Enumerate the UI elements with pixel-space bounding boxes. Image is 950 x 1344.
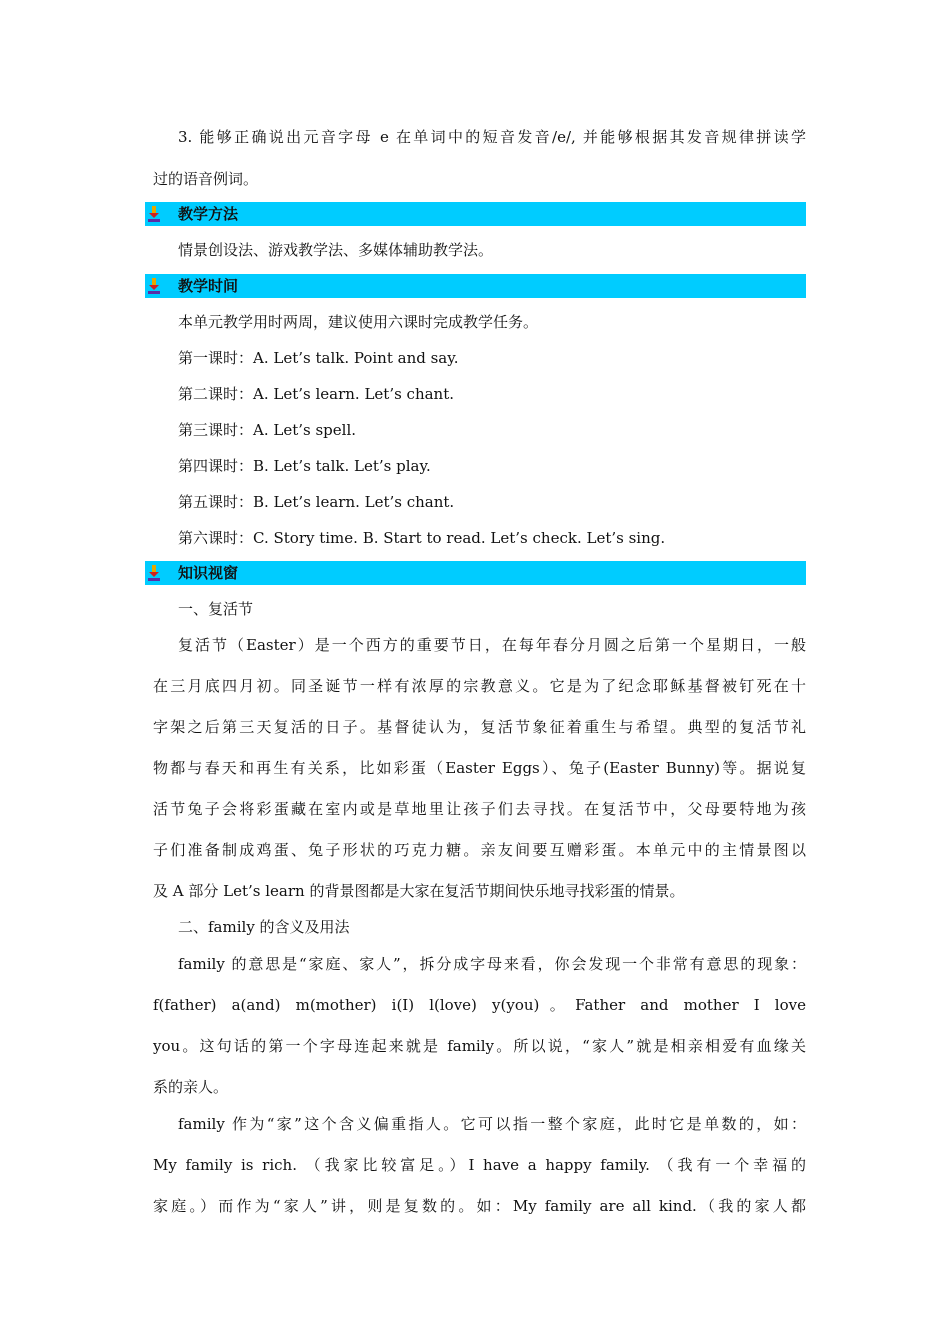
easter-paragraph-line: 及 A 部分 Let’s learn 的背景图都是大家在复活节期间快乐地寻找彩蛋的情景。 [153,882,685,900]
easter-paragraph-line: 子们准备制成鸡蛋、兔子形状的巧克力糖。亲友间要互赠彩蛋。本单元中的主情景图以 [153,841,806,859]
section-title: 教学时间 [178,277,239,295]
lesson-item: 第二课时：A. Let’s learn. Let’s chant. [178,385,455,403]
usage-paragraph-line: 家庭。）而作为“家人”讲，则是复数的。如：My family are all kind.（我的家人都 [153,1197,806,1215]
method-text: 情景创设法、游戏教学法、多媒体辅助教学法。 [178,241,494,259]
lesson-item: 第五课时：B. Let’s learn. Let’s chant. [178,493,455,511]
easter-paragraph-line: 复活节（Easter）是一个西方的重要节日，在每年春分月圆之后第一个星期日，一般 [178,636,806,654]
family-paragraph-line: 系的亲人。 [153,1078,229,1096]
lesson-item: 第六课时：C. Story time. B. Start to read. Let’s check. Let’s sing. [178,529,666,547]
easter-paragraph-line: 物都与春天和再生有关系，比如彩蛋（Easter Eggs）、兔子(Easter Bunny)等。据说复 [153,759,806,777]
lesson-item: 第三课时：A. Let’s spell. [178,421,357,439]
family-paragraph-line: family 的意思是“家庭、家人”，拆分成字母来看，你会发现一个非常有意思的现象： [178,955,806,973]
usage-paragraph-line: family 作为“家”这个含义偏重指人。它可以指一整个家庭，此时它是单数的，如： [178,1115,806,1133]
time-intro: 本单元教学用时两周，建议使用六课时完成教学任务。 [178,313,539,331]
section-header-time [145,274,806,298]
section-title: 知识视窗 [178,564,239,582]
lesson-item: 第四课时：B. Let’s talk. Let’s play. [178,457,431,475]
family-paragraph-line: f(father) a(and) m(mother) i(I) l(love) y(you)。Father and mother I love [153,996,806,1014]
section-title: 教学方法 [178,205,239,223]
easter-paragraph-line: 在三月底四月初。同圣诞节一样有浓厚的宗教意义。它是为了纪念耶稣基督被钉死在十 [153,677,806,695]
section-header-method [145,202,806,226]
section-header-knowledge [145,561,806,585]
subheading-easter: 一、复活节 [178,600,254,618]
easter-paragraph-line: 活节兔子会将彩蛋藏在室内或是草地里让孩子们去寻找。在复活节中，父母要特地为孩 [153,800,806,818]
lesson-item: 第一课时：A. Let’s talk. Point and say. [178,349,459,367]
easter-paragraph-line: 字架之后第三天复活的日子。基督徒认为，复活节象征着重生与希望。典型的复活节礼 [153,718,806,736]
usage-paragraph-line: My family is rich. （我家比较富足。）I have a happy family. （我有一个幸福的 [153,1156,806,1174]
book-bullet-icon [147,278,161,294]
goal-3-line-1: 3. 能够正确说出元音字母 e 在单词中的短音发音/e/, 并能够根据其发音规律拼读学 [178,128,806,146]
book-bullet-icon [147,565,161,581]
book-bullet-icon [147,206,161,222]
goal-3-line-2: 过的语音例词。 [153,170,259,188]
subheading-family: 二、family 的含义及用法 [178,918,350,936]
family-paragraph-line: you。这句话的第一个字母连起来就是 family。所以说，“家人”就是相亲相爱有血缘关 [153,1037,806,1055]
